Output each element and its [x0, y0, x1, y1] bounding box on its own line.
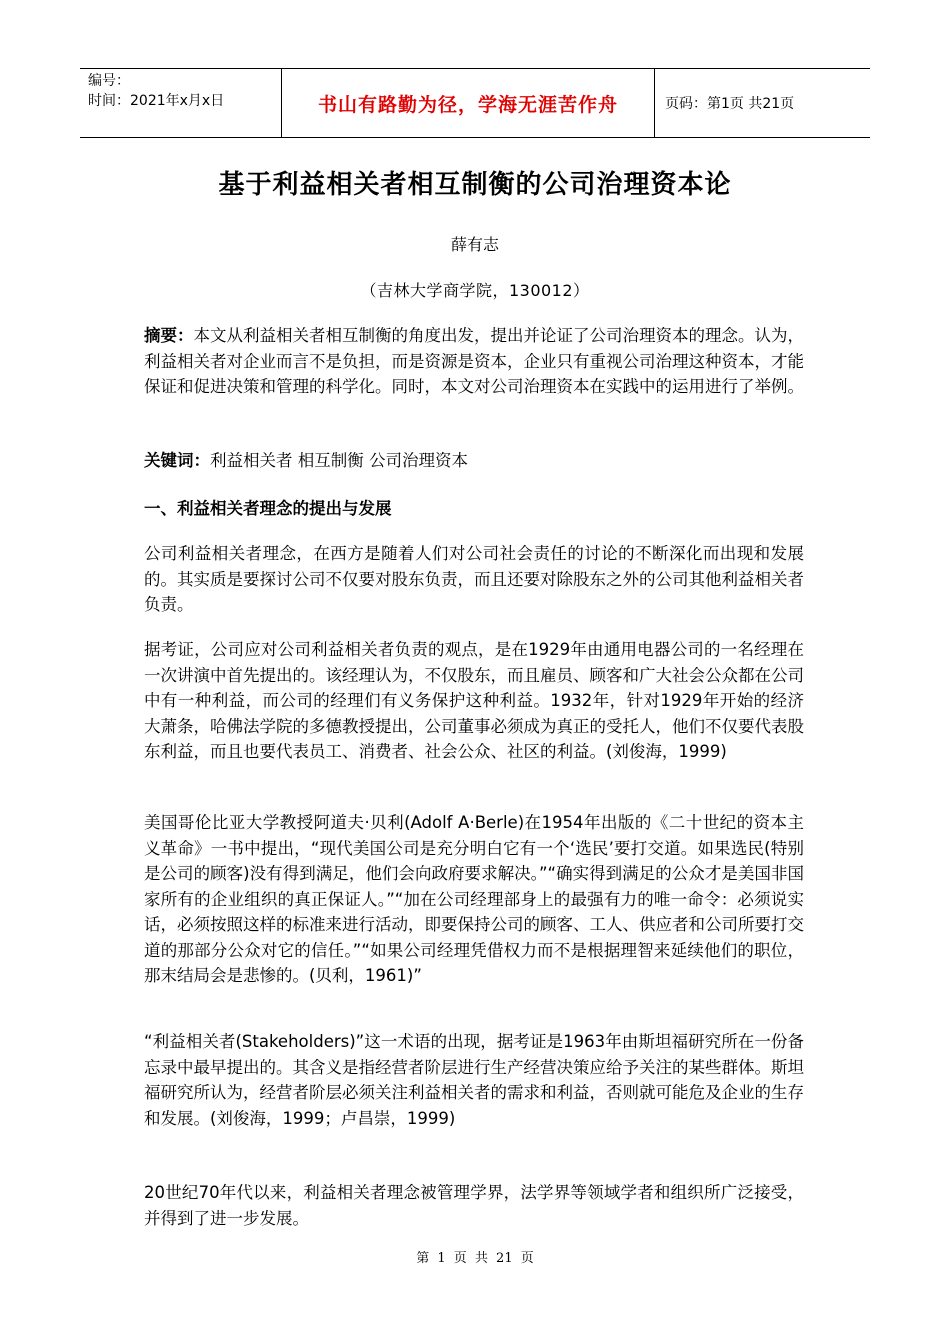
author-name: 薛有志 [450, 235, 499, 254]
author-affiliation: （吉林大学商学院，130012） [360, 281, 590, 300]
abstract-label: 摘要： [144, 326, 194, 345]
page-footer: 第 1 页 共 21 页 [416, 1251, 534, 1266]
header-motto: 书山有路勤为径，学海无涯苦作舟 [317, 93, 618, 116]
paragraph: 美国哥伦比亚大学教授阿道夫·贝利(Adolf A·Berle)在1954年出版的《二十世纪的资本主义革命》一书中提出，“现代美国公司是充分明白它有一个‘选民’要打交道。如果选民(特别是公司的顾客)没有得到满足，他们会向政府要求解决。”“确实得到满足的公众才是美国非国家所有的企业组织的真正保证人。”“加在公司经理部身上的最强有力的唯一命令：必须说实话，必须按照这样的标准来进行活动，即要保持公司的顾客、工人、供应者和公司所要打交道的那部分公众对它的信任。”“如果公司经理凭借权力而不是根据理智来延续他们的职位，那末结局会是悲惨的。(贝利，1961)” [144, 813, 804, 985]
document-date: 时间：2021年x月x日 [88, 93, 225, 109]
header-page-cell [655, 69, 870, 137]
document-number-label: 编号： [88, 73, 130, 89]
section-heading: 一、利益相关者理念的提出与发展 [144, 499, 392, 518]
keywords [144, 448, 804, 474]
paragraph: 公司利益相关者理念，在西方是随着人们对公司社会责任的讨论的不断深化而出现和发展的。其实质是要探讨公司不仅要对股东负责，而且还要对除股东之外的公司其他利益相关者负责。 [144, 544, 804, 614]
header-motto-cell [282, 69, 655, 137]
paragraph: 据考证，公司应对公司利益相关者负责的观点，是在1929年由通用电器公司的一名经理在一次讲演中首先提出的。该经理认为，不仅股东，而且雇员、顾客和广大社会公众都在公司中有一种利益，而公司的经理们有义务保护这种利益。1932年，针对1929年开始的经济大萧条，哈佛法学院的多德教授提出，公司董事必须成为真正的受托人，他们不仅要代表股东利益，而且也要代表员工、消费者、社会公众、社区的利益。(刘俊海，1999) [144, 640, 804, 761]
header-left-cell [80, 69, 282, 137]
document-title: 基于利益相关者相互制衡的公司治理资本论 [218, 170, 732, 200]
header-page-code: 页码：第1页 共21页 [665, 96, 795, 112]
keywords-label: 关键词： [144, 451, 210, 470]
keywords-text: 利益相关者 相互制衡 公司治理资本 [210, 451, 468, 470]
header-table [80, 68, 870, 138]
abstract [144, 323, 804, 400]
abstract-text: 本文从利益相关者相互制衡的角度出发，提出并论证了公司治理资本的理念。认为，利益相关者对企业而言不是负担，而是资源是资本，企业只有重视公司治理这种资本，才能保证和促进决策和管理的科学化。同时，本文对公司治理资本在实践中的运用进行了举例。 [144, 326, 804, 396]
paragraph: “利益相关者(Stakeholders)”这一术语的出现，据考证是1963年由斯坦福研究所在一份备忘录中最早提出的。其含义是指经营者阶层进行生产经营决策应给予关注的某些群体。斯坦福研究所认为，经营者阶层必须关注利益相关者的需求和利益，否则就可能危及企业的生存和发展。(刘俊海，1999；卢昌崇，1999) [144, 1032, 804, 1128]
paragraph: 20世纪70年代以来，利益相关者理念被管理学界，法学界等领域学者和组织所广泛接受，并得到了进一步发展。 [144, 1183, 804, 1228]
